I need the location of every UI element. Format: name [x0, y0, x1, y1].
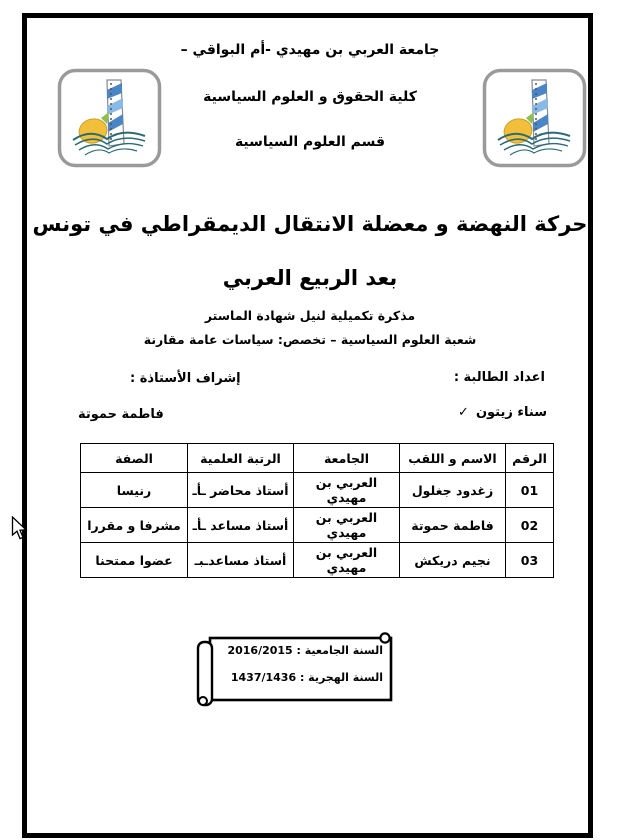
jury-table [80, 443, 554, 578]
supervisor-name: فاطمة حموتة [78, 407, 164, 422]
cell-role: مشرفا و مقررا [81, 508, 188, 543]
col-header-university: الجامعة [294, 444, 400, 473]
thesis-title-line2: بعد الربيع العربي [222, 266, 398, 290]
student-name: سناء زيتون [475, 405, 547, 420]
jury-table-row [81, 473, 554, 508]
cell-name: زغدود جغلول [400, 473, 506, 508]
scroll-shape-icon [195, 628, 397, 712]
cell-name: فاطمة حموتة [400, 508, 506, 543]
cell-name: نجيم دريكش [400, 543, 506, 578]
student-name-line [458, 405, 547, 420]
cell-number: 03 [506, 543, 554, 578]
cell-rank: أستاذ مساعدـبـ [188, 543, 294, 578]
arrow-cursor-icon [11, 516, 28, 542]
academic-year: السنة الجامعية : 2016/2015 [227, 644, 383, 657]
hijri-year: السنة الهجرية : 1437/1436 [230, 671, 383, 684]
faculty-name: كلية الحقوق و العلوم السياسية [203, 89, 417, 105]
jury-table-row [81, 543, 554, 578]
cell-role: عضوا ممتحنا [81, 543, 188, 578]
prepared-by-label: اعداد الطالبة : [453, 370, 545, 385]
cell-role: رنيسا [81, 473, 188, 508]
check-mark-icon: ✓ [458, 405, 469, 420]
university-logo-left [57, 68, 162, 168]
cell-rank: أستاذ محاضر ـأـ [188, 473, 294, 508]
cell-university: العربي بن مهيدي [294, 543, 400, 578]
thesis-title-line1: حركة النهضة و معضلة الانتقال الديمقراطي في تونس [32, 212, 588, 236]
cell-number: 01 [506, 473, 554, 508]
university-logo-icon [482, 68, 587, 168]
jury-table-header-row [81, 444, 554, 473]
col-header-role: الصفة [81, 444, 188, 473]
department-name: قسم العلوم السياسية [234, 134, 386, 150]
cell-university: العربي بن مهيدي [294, 473, 400, 508]
jury-table-row [81, 508, 554, 543]
supervisor-label: إشراف الأستاذة : [130, 371, 241, 386]
col-header-rank: الرتبة العلمية [188, 444, 294, 473]
university-name: جامعة العربي بن مهيدي -أم البواقي – [180, 42, 440, 58]
university-logo-right [482, 68, 587, 168]
university-logo-icon [57, 68, 162, 168]
years-scroll-banner [195, 628, 397, 712]
col-header-name: الاسم و اللقب [400, 444, 506, 473]
col-header-number: الرقم [506, 444, 554, 473]
mouse-cursor [11, 516, 28, 546]
thesis-specialty: شعبة العلوم السياسية – تخصص: سياسات عامة مقارنة [143, 332, 477, 347]
cell-number: 02 [506, 508, 554, 543]
thesis-type: مذكرة تكميلية لنيل شهادة الماستر [204, 308, 416, 323]
cell-university: العربي بن مهيدي [294, 508, 400, 543]
cell-rank: أستاذ مساعد ـأـ [188, 508, 294, 543]
